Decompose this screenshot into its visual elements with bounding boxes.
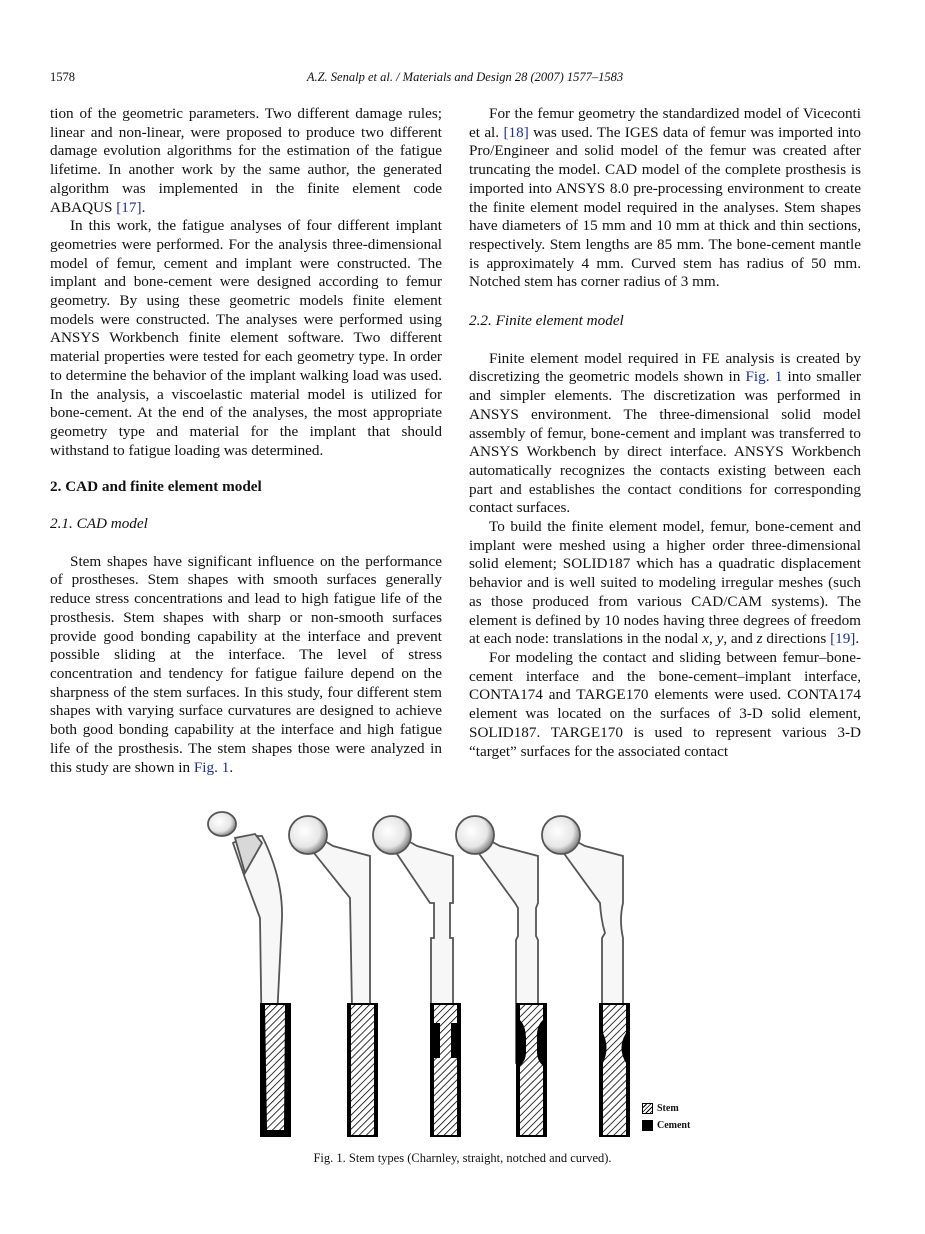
paragraph: For modeling the contact and sliding between femur–bone-cement interface and the bone-cement–implant interface, CONTA174 and TARGE170 elements were used. CONTA174 element was located on the surfaces of 3-D solid element, SOLID187. TARGE170 is used to represent various 3-D “target” surfaces for the associated contact: [469, 648, 861, 760]
left-column: [50, 105, 442, 777]
cement-row: [260, 1003, 630, 1137]
figure-legend: [642, 1100, 690, 1134]
section-straight: [347, 1003, 378, 1137]
citation-link[interactable]: [18]: [503, 123, 529, 141]
paragraph: Finite element model required in FE analysis is created by discretizing the geometric models shown in Fig. 1 into smaller and simpler elements. The discretization was performed in ANSYS environment. The three-dimensional solid model assembly of femur, bone-cement and implant was transferred to ANSYS Workbench by direct interface. ANSYS Workbench automatically recognizes the contacts existing between each part and establishes the contact conditions for corresponding contact surfaces.: [469, 349, 861, 517]
page-number: 1578: [50, 70, 75, 84]
citation-link[interactable]: [19]: [830, 630, 856, 648]
running-head: A.Z. Senalp et al. / Materials and Design 28 (2007) 1577–1583: [306, 70, 624, 84]
paragraph: For the femur geometry the standardized model of Viceconti et al. [18] was used. The IGES data of femur was imported into Pro/Engineer and solid model of the femur was created after truncating the model. CAD model of the complete prosthesis is imported into ANSYS 8.0 pre-processing environment to create the finite element model required in the analyses. Stem shapes have diameters of 15 mm and 10 mm at thick and thin sections, respectively. Stem lengths are 85 mm. The bone-cement mantle is approximately 4 mm. Curved stem has radius of 50 mm. Notched stem has corner radius of 3 mm.: [469, 105, 862, 291]
legend-item-cement: Cement: [642, 1117, 690, 1134]
citation-link[interactable]: [17]: [116, 198, 142, 216]
figure-link[interactable]: Fig. 1: [193, 758, 230, 776]
right-column: [469, 105, 861, 761]
subsection-heading: 2.1. CAD model: [50, 515, 148, 533]
figure-caption: Fig. 1. Stem types (Charnley, straight, notched and curved).: [313, 1151, 612, 1165]
paragraph: tion of the geometric parameters. Two different damage rules; linear and non-linear, were proposed to produce two different damage evolution algorithms for the estimation of the fatigue lifetime. In another work by the same author, the generated algorithm was implemented in the finite element code ABAQUS [17].: [50, 105, 442, 216]
solid-swatch-icon: [642, 1120, 653, 1131]
hatched-swatch-icon: [642, 1103, 653, 1114]
section-curved-b: [599, 1003, 630, 1137]
paragraph: Stem shapes have significant influence on the performance of prostheses. Stem shapes with smooth surfaces generally reduce stress concentrations and lead to high fatigue life of the prosthesis. Stem shapes with sharp or non-smooth surfaces provide good bonding capability at the interface and prevent possible sliding at the interface. The level of stress concentration and tendency for fatigue failure depend on the sharpness of the stem surfaces. In this study, four different stem shapes with varying surface curvatures are designed to achieve both good bonding capability at the interface and high fatigue life of the prosthesis. The stem shapes those were analyzed in this study are shown in Fig. 1.: [50, 552, 442, 776]
subsection-heading: 2.2. Finite element model: [469, 312, 624, 330]
section-notched: [430, 1003, 461, 1137]
section-heading: 2. CAD and finite element model: [50, 478, 262, 496]
paragraph: In this work, the fatigue analyses of four different implant geometries were performed. For the analysis three-dimensional model of femur, cement and implant were constructed. The implant and bone-cement were designed according to femur geometry. By using these geometric models finite element models were constructed. The analyses were performed using ANSYS Workbench finite element software. Two different material properties were tested for each geometry type. In order to determine the behavior of the implant walking load was used. In the analysis, a viscoelastic material model is utilized for bone-cement. At the end of the analyses, the most appropriate geometry type and material for the implant that should withstand to fatigue loading was determined.: [50, 217, 442, 459]
page-header: [50, 70, 880, 90]
section-curved-a: [516, 1003, 547, 1137]
legend-item-stem: Stem: [642, 1100, 690, 1117]
paragraph: To build the finite element model, femur, bone-cement and implant were meshed using a higher order three-dimensional solid element; SOLID187 which has a quadratic displacement behavior and is well suited to modeling irregular meshes (such as those produced from various CAD/CAM systems). The element is defined by 10 nodes having three degrees of freedom at each node: translations in the nodal x, y, and z directions [19].: [469, 518, 861, 648]
figure-1: [205, 808, 705, 1148]
figure-link[interactable]: Fig. 1: [745, 368, 783, 386]
stem-types-illustration: [205, 808, 705, 1148]
section-charnley: [260, 1003, 291, 1137]
